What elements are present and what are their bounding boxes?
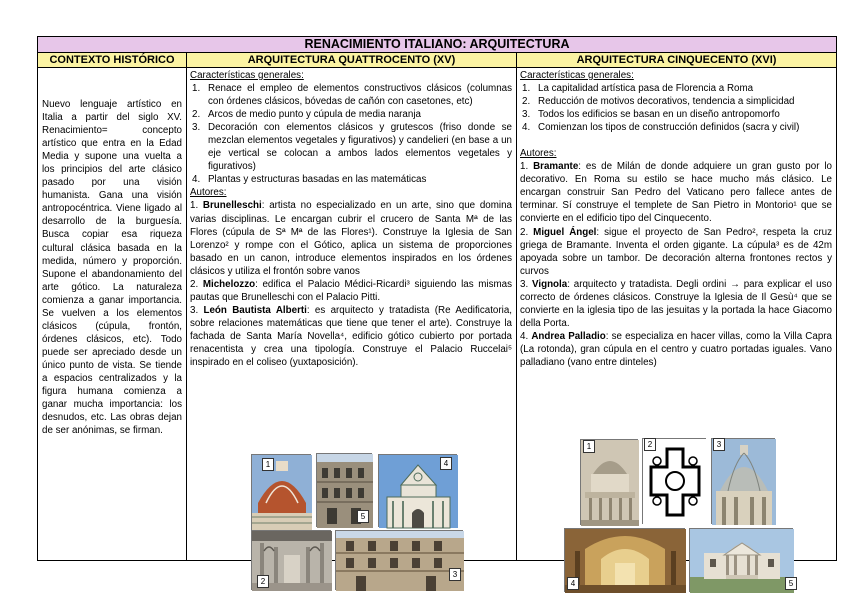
quattrocento-column — [187, 68, 516, 586]
il-gesu-image — [564, 528, 685, 592]
cinque-general-list — [520, 82, 832, 134]
quattro-general-label: Características generales: — [190, 70, 304, 81]
list-item: 1. Renace el empleo de elementos constructivos clásicos (columnas con órdenes clásicos, bóvedas de cañón con casetones, etc) — [192, 83, 512, 108]
duomo-florence-image — [251, 454, 311, 530]
figure-number: 2 — [644, 438, 656, 451]
header-contexto: CONTEXTO HISTÓRICO — [38, 53, 186, 68]
contexto-text: Nuevo lenguaje artístico en Italia a partir del siglo XV. Renacimiento= concepto artístico que entra en la Edad Media y supone una vuelta a los principios del arte clásico pasado por una visión humanista. Gana una visión antropocéntrica. Viene ligado al desarrollo de la burguesía. Busca copiar esa riqueza cultural clásica basada en la medida, número y proporción. Supone el abandonamiento del arte gótico. La naturaleza comienza a ganar importancia. Se vuelven a los elementos clásicos (cúpula, frontón, órdenes clásicos, etc). Todo puede ser apreciado desde un único punto de vista. Se tiende a espacios centralizados y la figura humana comienza a ganar mucha importancia: los desnudos, etc. Las obras dejan de ser anónimas, se firman. — [42, 99, 182, 437]
document-table — [37, 36, 837, 588]
author-entry: 2. Michelozzo: edifica el Palacio Médici-Ricardi³ siguiendo las mismas pautas que Brunelleschi con el Palacio Pitti. — [190, 278, 512, 303]
list-item: 4. Comienzan los tipos de construcción definidos (sacra y civil) — [522, 122, 800, 134]
quattro-general-list — [190, 82, 512, 186]
cinque-general-label: Características generales: — [520, 70, 634, 81]
list-item: 1. La capitalidad artística pasa de Florencia a Roma — [522, 83, 754, 95]
author-entry: 3. León Bautista Alberti: es arquitecto y tratadista (Re Aedificatoria, sobre relaciones matemáticas que tiene que tener el arte). Construye la fachada de Santa María Novella⁴, edificio gótico cubierto por portada renacentista y crea una tipología. Construye el Palacio Ruccelai⁵ inspirado en el coliseo (yuxtaposición). — [190, 304, 512, 369]
palazzo-rucellai-image — [335, 530, 463, 590]
figure-number: 5 — [785, 577, 797, 590]
author-entry: 3. Vignola: arquitecto y tratadista. Degli ordini → para explicar el uso correcto de órdenes clásicos. Construye la Iglesia de Il Gesù⁴ que se convierte en la iglesia tipo de las jesuitas y la portada la hace Giacomo della Porta. — [520, 278, 832, 329]
author-entry: 4. Andrea Palladio: se especializa en hacer villas, como la Villa Capra (La rotonda), gran cúpula en el centro y cuatro portadas iguales. Vano palladiano (vano entre dinteles) — [520, 330, 832, 368]
contexto-column — [38, 68, 186, 560]
figure-number: 2 — [257, 575, 269, 588]
list-item: 3. Decoración con elementos clásicos y grutescos (friso donde se mezclan elementos vegetales y figurativos) y candelieri (en base a un eje vertical se colocan a ambos lados elementos vegetales y figurativos) — [192, 122, 512, 173]
figure-number: 4 — [440, 457, 452, 470]
author-entry: 1. Brunelleschi: artista no especializado en un arte, sino que domina varias disciplinas. Le encargan cubrir el crucero de Santa Mª de las Flores (cúpula de Sª Mª de las Flores¹). Construye la Iglesia de San Lorenzo² y rompe con el Gótico, aplica un sistema de proporciones basado en un canon, introduce elementos inspirados en los órdenes clásicos y utiliza el frontón sobre vanos — [190, 200, 512, 277]
figure-number: 1 — [583, 440, 595, 453]
list-item: 4. Plantas y estructuras basadas en las matemáticas — [192, 174, 427, 186]
figure-number: 3 — [713, 438, 725, 451]
page-title: RENACIMIENTO ITALIANO: ARQUITECTURA — [38, 37, 836, 53]
figure-number: 4 — [567, 577, 579, 590]
author-entry: 1. Bramante: es de Milán de donde adquiere un gran gusto por lo decorativo. En Roma su estilo se hace mucho más clásico. Le encargan construir San Pedro del Vaticano pero fallece antes de terminar. Sí construye el templete de San Pietro in Montorio¹ que se convierte en el edificio tipo del Cinquecento. — [520, 161, 832, 225]
cinque-authors-label: Autores: — [520, 148, 557, 160]
villa-capra-image — [689, 528, 793, 592]
list-item: 2. Arcos de medio punto y cúpula de media naranja — [192, 109, 421, 121]
author-entry: 2. Miguel Ángel: sigue el proyecto de San Pedro², respeta la cruz griega de Bramante. Inventa el orden gigante. La cúpula³ es de 42m apoyada sobre un tambor. De decoración alterna frontones rectos y curvos — [520, 226, 832, 277]
quattro-authors-label: Autores: — [190, 187, 227, 199]
figure-number: 3 — [449, 568, 461, 581]
list-item: 3. Todos los edificios se basan en un diseño antropomorfo — [522, 109, 780, 121]
header-cinquecento: ARQUITECTURA CINQUECENTO (XVI) — [517, 53, 836, 68]
figure-number: 5 — [357, 510, 369, 523]
header-quattrocento: ARQUITECTURA QUATTROCENTO (XV) — [187, 53, 516, 68]
figure-number: 1 — [262, 458, 274, 471]
list-item: 2. Reducción de motivos decorativos, tendencia a simplicidad — [522, 96, 795, 108]
cinquecento-column — [517, 68, 836, 588]
